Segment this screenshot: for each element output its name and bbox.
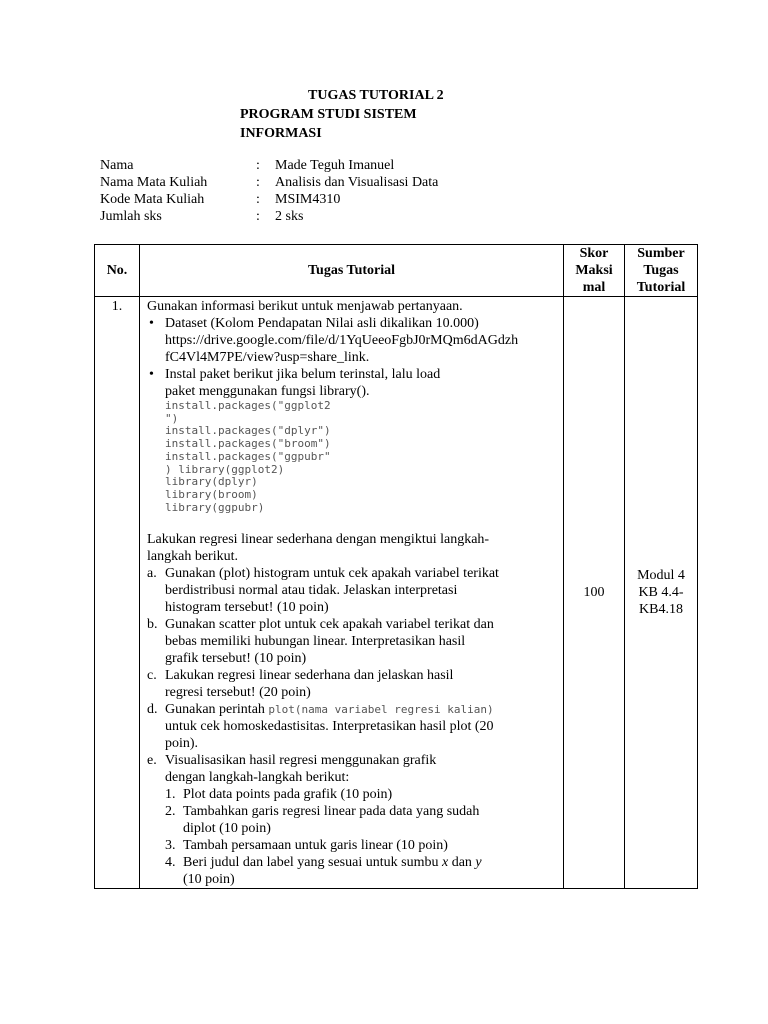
header-skor-line: Maksi [575, 263, 613, 278]
list-item [165, 803, 559, 837]
doc-title: TUGAS TUTORIAL 2 [308, 88, 444, 103]
task-table [94, 244, 698, 889]
bullet-text: Dataset (Kolom Pendapatan Nilai asli dikalikan 10.000) [165, 316, 479, 331]
code-line: ) library(ggplot2) [165, 462, 285, 476]
info-value-course-name: Analisis dan Visualisasi Data [275, 175, 439, 190]
list-marker: a. [147, 566, 157, 582]
substep-text: diplot (10 poin) [183, 821, 271, 837]
axis-x-var: x [441, 855, 449, 871]
step-text: berdistribusi normal atau tidak. Jelaskan interpretasi [165, 583, 458, 599]
info-value-credits: 2 sks [275, 209, 304, 224]
source-reference [625, 297, 698, 889]
row-number: 1. [95, 297, 140, 889]
info-separator: : [256, 192, 260, 207]
bullet-icon: • [149, 367, 154, 382]
substep-text: Tambah persamaan untuk garis linear (10 poin) [183, 838, 448, 854]
substep-text-mid: dan [448, 855, 476, 871]
bullet-icon: • [149, 316, 154, 331]
step-text [165, 701, 559, 718]
step-text: bebas memiliki hubungan linear. Interpretasikan hasil [165, 634, 466, 650]
step-text: histogram tersebut! (10 poin) [165, 600, 329, 616]
list-marker: 1. [165, 787, 176, 803]
instruction-lead: Lakukan regresi linear sederhana dengan mengiktui langkah- [147, 532, 490, 548]
step-text: Gunakan scatter plot untuk cek apakah variabel terikat dan [165, 617, 494, 633]
step-text-pre: Gunakan perintah [165, 702, 269, 718]
header-sumber-line: Sumber [637, 246, 685, 261]
program-title-line2: INFORMASI [240, 126, 322, 141]
code-line: library(broom) [165, 487, 258, 501]
header-sumber-line: Tutorial [636, 280, 686, 295]
substep-text [183, 854, 559, 871]
step-text: Gunakan (plot) histogram untuk cek apakah variabel terikat [165, 566, 499, 582]
substep-text-pre: Beri judul dan label yang sesuai untuk sumbu [183, 855, 442, 871]
info-label: Kode Mata Kuliah [100, 192, 205, 207]
list-item [165, 854, 559, 888]
header-skor-line: Skor [579, 246, 609, 261]
program-title-line1: PROGRAM STUDI SISTEM [240, 107, 417, 122]
info-value-course-code: MSIM4310 [275, 192, 341, 207]
substep-text: (10 poin) [183, 872, 235, 888]
list-item [147, 565, 559, 616]
header-sumber-line: Tugas [643, 263, 679, 278]
source-line: KB4.18 [639, 602, 683, 618]
list-item [147, 752, 559, 888]
list-item [147, 315, 559, 366]
source-line: KB 4.4- [638, 585, 684, 601]
substep-list [165, 786, 559, 888]
info-value-name: Made Teguh Imanuel [275, 158, 395, 173]
header-skor [564, 245, 625, 297]
header-tugas: Tugas Tutorial [140, 245, 564, 297]
code-line: install.packages("ggpubr" [165, 449, 331, 463]
max-score: 100 [564, 297, 625, 889]
list-marker: c. [147, 668, 157, 684]
list-item [147, 667, 559, 701]
code-line: library(ggpubr) [165, 500, 265, 514]
code-line: library(dplyr) [165, 475, 258, 489]
info-separator: : [256, 209, 260, 224]
step-text: untuk cek homoskedastisitas. Interpretasikan hasil plot (20 [165, 719, 494, 735]
list-marker: d. [147, 702, 158, 718]
info-separator: : [256, 158, 260, 173]
list-item [147, 616, 559, 667]
list-item [147, 701, 559, 752]
table-row [95, 297, 698, 889]
list-item [147, 366, 559, 400]
list-marker: b. [147, 617, 158, 633]
code-line: install.packages("dplyr") [165, 424, 331, 438]
step-text: Visualisasikan hasil regresi menggunakan grafik [165, 753, 437, 769]
substep-text: Plot data points pada grafik (10 poin) [183, 787, 393, 803]
step-text: grafik tersebut! (10 poin) [165, 651, 307, 667]
info-label: Nama Mata Kuliah [100, 175, 208, 190]
info-label: Jumlah sks [100, 209, 162, 224]
step-text: poin). [165, 736, 199, 752]
code-block [147, 400, 559, 514]
step-list [147, 565, 559, 888]
code-line: install.packages("ggplot2 [165, 399, 331, 412]
source-line: Modul 4 [637, 568, 685, 584]
instruction-lead: langkah berikut. [147, 549, 238, 565]
code-line: install.packages("broom") [165, 437, 331, 451]
substep-text: Tambahkan garis regresi linear pada data yang sudah [183, 804, 480, 820]
code-line: ") [165, 411, 179, 425]
inline-code: plot(nama variabel regresi kalian) [268, 703, 494, 717]
info-separator: : [256, 175, 260, 190]
bullet-text: paket menggunakan fungsi library(). [165, 384, 370, 399]
list-item [165, 837, 559, 854]
list-marker: 4. [165, 855, 176, 871]
axis-y-var: y [475, 855, 482, 871]
step-text: regresi tersebut! (20 poin) [165, 685, 311, 701]
info-label: Nama [100, 158, 134, 173]
task-description [140, 297, 564, 889]
header-sumber [625, 245, 698, 297]
table-header-row [95, 245, 698, 297]
list-marker: 3. [165, 838, 176, 854]
bullet-text: Instal paket berikut jika belum terinstal, lalu load [165, 367, 441, 382]
list-marker: e. [147, 753, 157, 769]
header-skor-line: mal [582, 280, 606, 295]
list-item [165, 786, 559, 803]
step-text: dengan langkah-langkah berikut: [165, 770, 350, 786]
bullet-list [147, 315, 559, 400]
dataset-link-cont[interactable]: fC4Vl4M7PE/view?usp=share_link. [165, 350, 370, 365]
task-intro: Gunakan informasi berikut untuk menjawab pertanyaan. [147, 299, 463, 314]
step-text: Lakukan regresi linear sederhana dan jelaskan hasil [165, 668, 454, 684]
list-marker: 2. [165, 804, 176, 820]
header-no: No. [95, 245, 140, 297]
dataset-link[interactable]: https://drive.google.com/file/d/1YqUeeoFgbJ0rMQm6dAGdzh [165, 333, 519, 348]
